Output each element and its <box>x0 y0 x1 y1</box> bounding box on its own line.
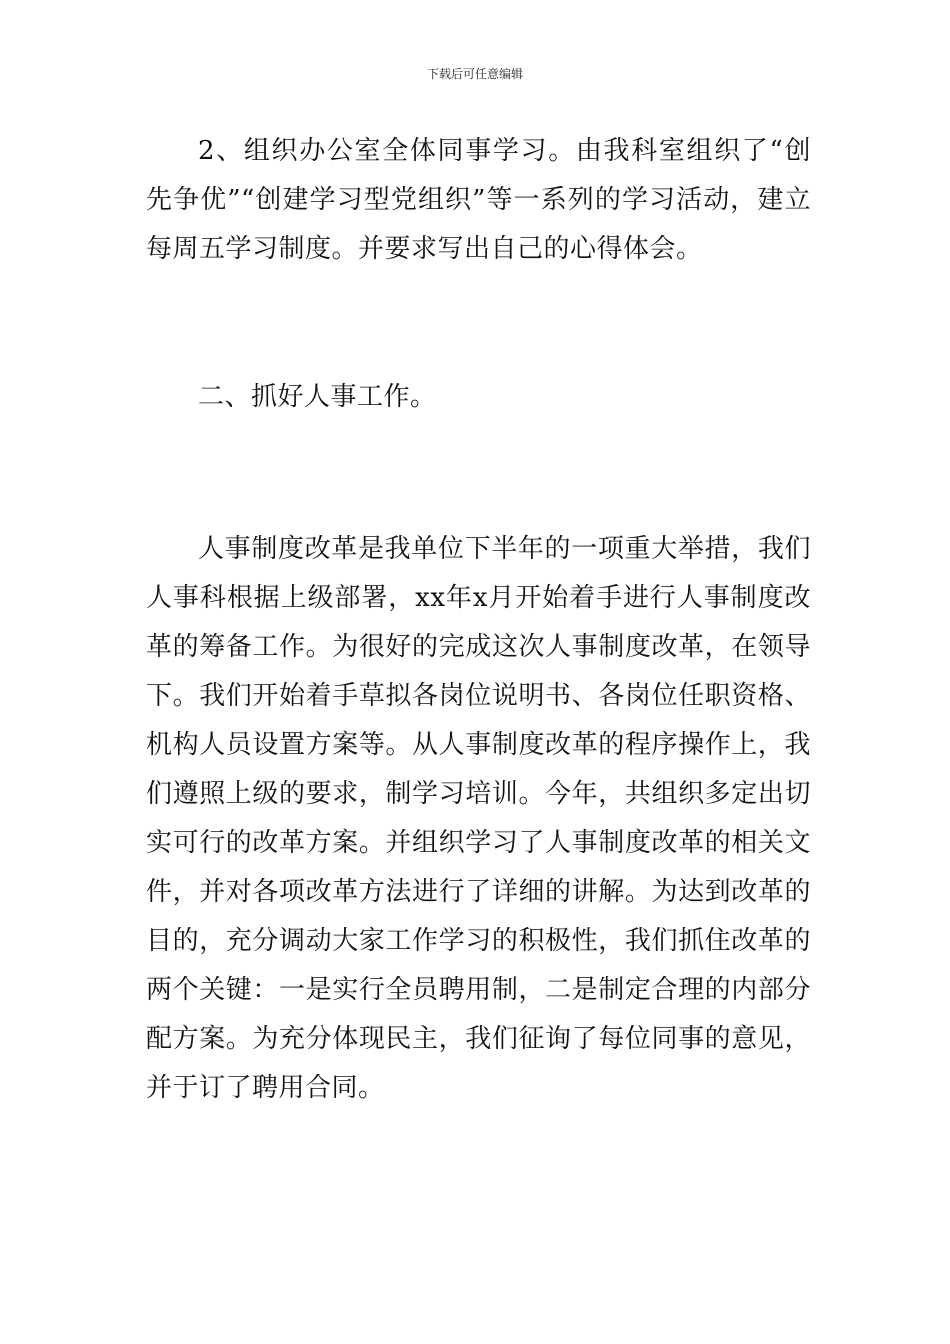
paragraph-study-organization: 2、组织办公室全体同事学习。由我科室组织了“创先争优”“创建学习型党组织”等一系列的学习活动，建立每周五学习制度。并要求写出自己的心得体会。 <box>146 136 811 264</box>
page-header: 下载后可任意编辑 <box>426 67 523 81</box>
paragraph-personnel-reform: 人事制度改革是我单位下半年的一项重大举措，我们人事科根据上级部署，xx年x月开始着手进行人事制度改革的筹备工作。为很好的完成这次人事制度改革，在领导下。我们开始着手草拟各岗位说明书、各岗位任职资格、机构人员设置方案等。从人事制度改革的程序操作上，我们遵照上级的要求，制学习培训。今年，共组织多定出切实可行的改革方案。并组织学习了人事制度改革的相关文件，并对各项改革方法进行了详细的讲解。为达到改革的目的，充分调动大家工作学习的积极性，我们抓住改革的两个关键：一是实行全员聘用制，二是制定合理的内部分配方案。为充分体现民主，我们征询了每位同事的意见，并于订了聘用合同。 <box>146 534 811 1103</box>
section-heading-personnel: 二、抓好人事工作。 <box>198 382 437 412</box>
